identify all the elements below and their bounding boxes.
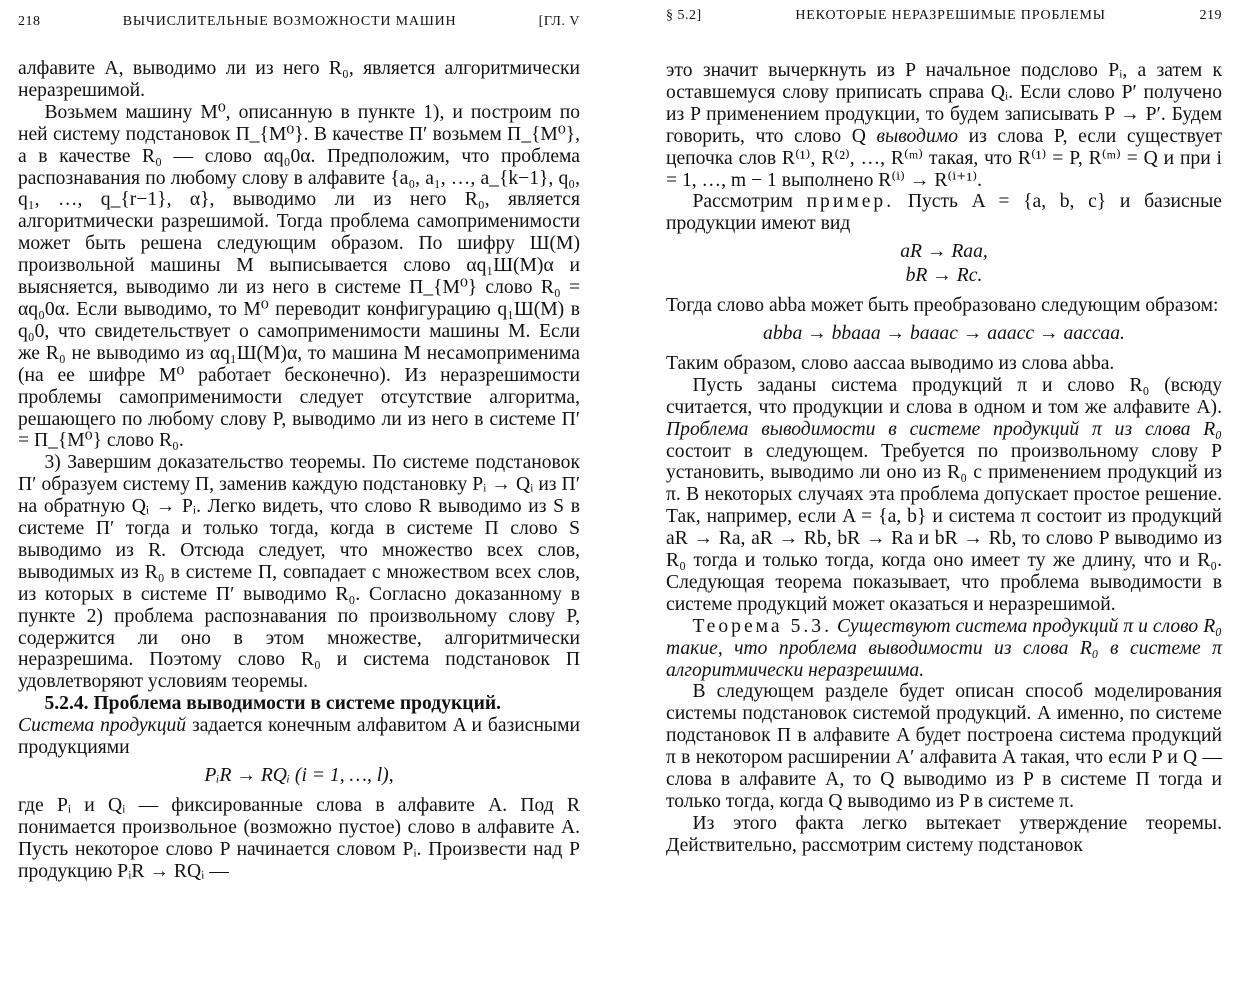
formula: bR → Rc. [905, 265, 983, 287]
problem-definition: Проблема выводимости в системе продукций π из слова R₀ [666, 418, 1222, 440]
paragraph: алфавите A, выводимо ли из него R₀, является алгоритмически неразрешимой. [18, 58, 580, 101]
text-run: Пусть заданы система продукций π и слово R₀ (всюду считается, что продукции и слова в одном и том же алфавите A). [666, 374, 1222, 418]
text-run: из слова P, если существует цепочка слов R⁽¹⁾, R⁽²⁾, …, R⁽ᵐ⁾ такая, что R⁽¹⁾ = P, R⁽ᵐ⁾ = Q и при i = 1, …, m − 1 выполнено R⁽ⁱ⁾ → R⁽ⁱ⁺¹⁾. [666, 125, 1222, 191]
formula: PᵢR → RQᵢ (i = 1, …, l), [204, 765, 394, 786]
section-term: Система продукций [18, 715, 187, 737]
right-page [618, 0, 1236, 984]
paragraph: Возьмем машину M⁰, описанную в пункте 1), и построим по ней систему подстановок П_{M⁰}. В качестве П′ возьмем П_{M⁰}, а в качестве R₀ — слово αq₀0α. Предположим, что проблема распознавания по любому слову в алфавите {a₀, a₁, …, a_{k−1}, q₀, q₁, …, q_{r−1}, α}, выводимо ли из него R₀, является алгоритмически разрешимой. Тогда проблема самоприменимости может быть решена следующим образом. По шифру Ш(M) произвольной машины M выписывается слово αq₁Ш(M)α и выясняется, выводимо ли из него в системе П_{M⁰} слово R₀ = αq₀0α. Если выводимо, то M⁰ переводит конфигурацию q₁Ш(M) в q₀0, что свидетельствует о самоприменимости машины M. Если же R₀ не выводимо из αq₁Ш(M)α, то машина M несамоприменима (на ее шифре M⁰ работает бесконечно). Из неразрешимости проблемы самоприменимости следует отсутствие алгоритма, решающего по любому слову P, выводимо ли из него в системе П′ = П_{M⁰} слово R₀. [18, 101, 580, 452]
paragraph: Из этого факта легко вытекает утверждение теоремы. Действительно, рассмотрим систему подстановок [666, 812, 1222, 856]
section-heading: 5.2.4. Проблема выводимости в системе продукций. [44, 693, 502, 715]
paragraph: 3) Завершим доказательство теоремы. По системе подстановок П′ образуем систему П, заменив каждую подстановку Pᵢ → Qᵢ из П′ на обратную Qᵢ → Pᵢ. Легко видеть, что слово R выводимо из S в системе П′ тогда и только тогда, когда в системе П слово S выводимо из R. Отсюда следует, что множество всех слов, выводимых из R₀ в системе П, совпадает с множеством всех слов, из которых в системе П′ выводимо R₀. Согласно доказанному в пункте 2) проблема распознавания по произвольному слову P, содержится ли оно в этом множестве, алгоритмически неразрешима. Поэтому слово R₀ и система подстановок П удовлетворяют условиям теоремы. [18, 452, 580, 693]
left-page [0, 0, 596, 984]
right-running-title: НЕКОТОРЫЕ НЕРАЗРЕШИМЫЕ ПРОБЛЕМЫ [795, 8, 1106, 23]
theorem-label: Теорема 5.3. [692, 615, 832, 637]
left-page-number: 218 [18, 14, 41, 29]
theorem-text: Существуют система продукций π и слово R₀ такие, что проблема выводимости из слова R₀ в системе π алгоритмически неразрешима. [666, 615, 1222, 681]
right-page-body [666, 60, 1222, 857]
text-run: Рассмотрим [692, 191, 793, 213]
text-run: это значит вычеркнуть из P начальное подслово Pᵢ, а затем к оставшемуся слову приписать справа Qᵢ. Если слово P′ получено из P применением продукции, то будем записывать P → P′. Будем говорить, что слово Q [666, 60, 1222, 147]
left-page-body [18, 58, 580, 883]
formula: abba → bbaaa → baaac → aaacc → aaccaa. [763, 322, 1125, 344]
right-page-header [666, 8, 1222, 60]
right-section-label: § 5.2] [666, 8, 702, 23]
text-run: состоит в следующем. Требуется по произвольному слову P установить, выводимо ли оно из R₀ с применением продукций из π. В некоторых случаях эта проблема допускает простое решение. Так, например, если A = {a, b} и система π состоит из продукций aR → Ra, aR → Rb, bR → Ra и bR → Rb, то слово P выводимо из R₀ тогда и только тогда, когда оно имеет ту же длину, что и R₀. Следующая теорема показывает, что проблема выводимости в системе продукций может оказаться и неразрешимой. [666, 440, 1222, 615]
text-run: Пусть A = {a, b, c} и базисные продукции имеют вид [666, 191, 1222, 235]
paragraph: В следующем разделе будет описан способ моделирования системы подстановок системой продукций. А именно, по системе подстановок П в алфавите A будет построена система продукций π в некотором расширении A′ алфавита A такая, что если P и Q — слова в алфавите A, то Q выводимо из P в системе П тогда и только тогда, когда Q выводимо из P в системе π. [666, 681, 1222, 812]
example-label: пример. [806, 191, 895, 213]
theorem [666, 616, 1222, 682]
section-text: задается конечным алфавитом A и базисными продукциями [18, 715, 580, 759]
formula: aR → Raa, [900, 241, 988, 263]
left-page-header [18, 14, 580, 58]
left-running-title: ВЫЧИСЛИТЕЛЬНЫЕ ВОЗМОЖНОСТИ МАШИН [122, 14, 457, 29]
paragraph [666, 60, 1222, 191]
left-chapter-label: [ГЛ. V [538, 14, 580, 29]
term-vyvodimo: выводимо [876, 125, 959, 147]
paragraph: Тогда слово abba может быть преобразовано следующим образом: [666, 295, 1219, 317]
formula-block [666, 241, 1222, 287]
paragraph: Таким образом, слово aaccaa выводимо из слова abba. [666, 352, 1115, 374]
paragraph [666, 191, 1222, 235]
paragraph [666, 375, 1222, 616]
right-page-number: 219 [1199, 8, 1222, 23]
section-paragraph [18, 693, 580, 759]
paragraph: где Pᵢ и Qᵢ — фиксированные слова в алфавите A. Под R понимается произвольное (возможно пустое) слово в алфавите A. Пусть некоторое слово P начинается словом Pᵢ. Произвести над P продукцию PᵢR → RQᵢ — [18, 794, 580, 882]
